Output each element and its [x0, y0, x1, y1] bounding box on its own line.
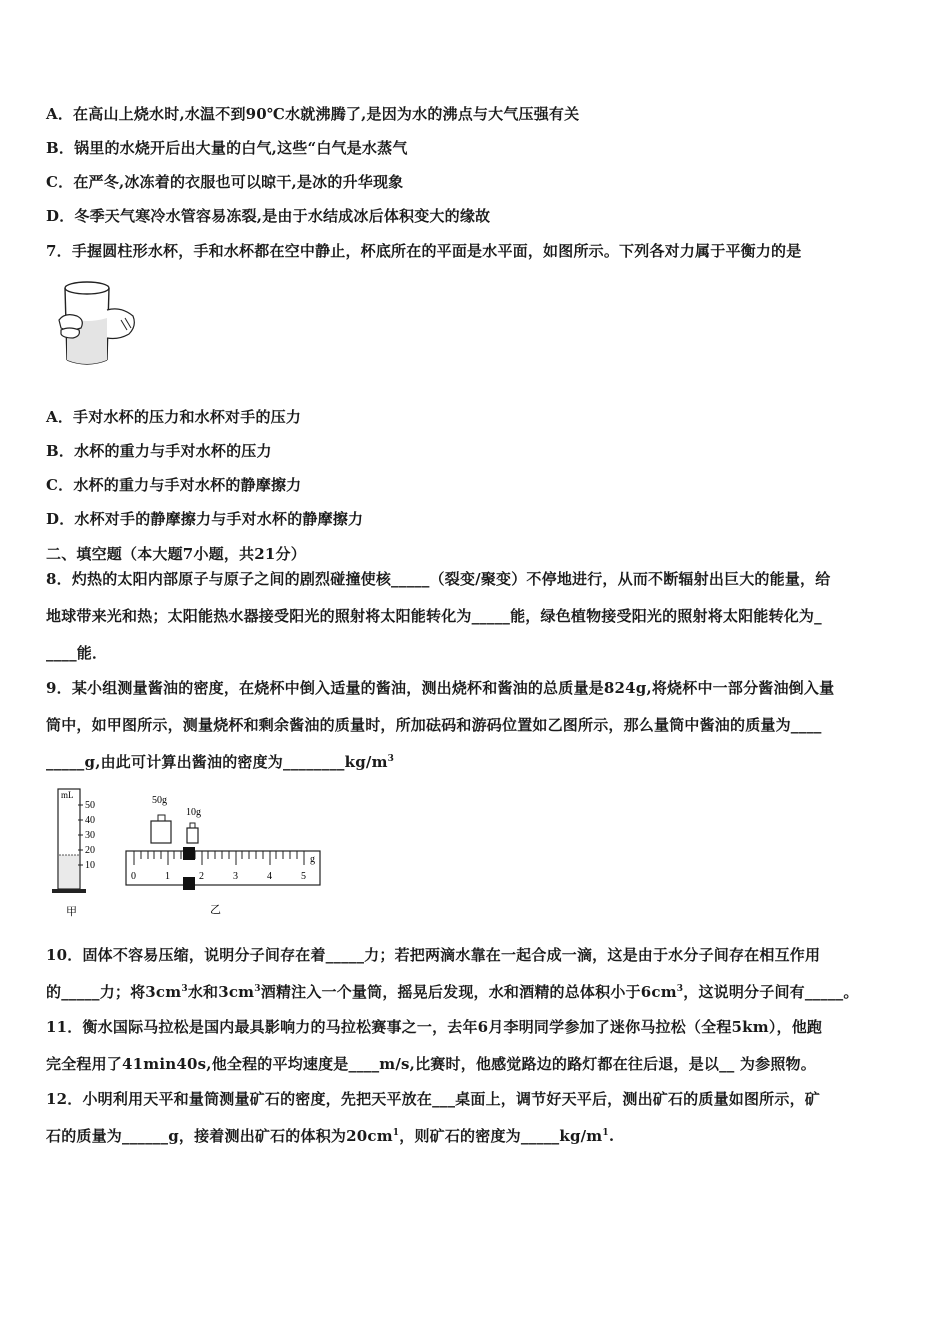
weight-50g-label: 50g — [152, 795, 167, 806]
rider-bottom — [183, 877, 195, 890]
q7-option-b: B．水杯的重力与手对水杯的压力 — [46, 442, 272, 460]
cylinder-mark-30: 30 — [85, 830, 95, 841]
q12-line1: 12．小明利用天平和量筒测量矿石的密度，先把天平放在___桌面上，调节好天平后，测出矿石的质量如图所示，矿 — [46, 1090, 820, 1108]
graduated-cylinder — [52, 789, 95, 918]
q7-option-a: A．手对水杯的压力和水杯对手的压力 — [46, 408, 302, 426]
q11-line1: 11．衡水国际马拉松是国内最具影响力的马拉松赛事之一，去年6月李明同学参加了迷你马拉松（全程5km），他跑 — [46, 1018, 823, 1036]
q7-option-c: C．水杯的重力与手对水杯的静摩擦力 — [46, 476, 302, 494]
cylinder-mark-40: 40 — [85, 815, 95, 826]
q8-line1: 8．灼热的太阳内部原子与原子之间的剧烈碰撞使核_____（裂变/聚变）不停地进行，从而不断辐射出巨大的能量，给 — [46, 570, 831, 588]
scale-num-0: 0 — [131, 871, 136, 882]
section-heading: 二、填空题（本大题7小题，共21分） — [46, 545, 306, 563]
weights — [151, 795, 201, 843]
rider-scale — [126, 847, 320, 916]
label-jia: 甲 — [66, 906, 77, 918]
q7-stem: 7．手握圆柱形水杯，手和水杯都在空中静止，杯底所在的平面是水平面，如图所示。下列各对力属于平衡力的是 — [46, 242, 802, 260]
rider-top — [183, 847, 195, 860]
q6-option-a: A．在高山上烧水时,水温不到90℃水就沸腾了,是因为水的沸点与大气压强有关 — [46, 105, 580, 123]
q6-option-b: B．锅里的水烧开后出大量的白气,这些“白气是水蒸气 — [46, 139, 408, 157]
label-yi: 乙 — [210, 904, 221, 916]
scale-num-3: 3 — [233, 871, 238, 882]
scale-num-2: 2 — [199, 871, 204, 882]
q11-line2: 完全程用了41min40s,他全程的平均速度是____m/s,比赛时，他感觉路边的路灯都在往后退，是以__ 为参照物。 — [46, 1055, 816, 1073]
weight-10g-label: 10g — [186, 807, 201, 818]
q8-line2: 地球带来光和热；太阳能热水器接受阳光的照射将太阳能转化为_____能，绿色植物接受阳光的照射将太阳能转化为_ — [46, 607, 822, 625]
q8-line3: ____能． — [46, 644, 108, 662]
cylinder-mark-50: 50 — [85, 800, 95, 811]
cylinder-mark-10: 10 — [85, 860, 95, 871]
cylinder-unit: mL — [61, 790, 74, 800]
scale-num-1: 1 — [165, 871, 170, 882]
q7-option-d: D．水杯对手的静摩擦力与手对水杯的静摩擦力 — [46, 510, 364, 528]
q9-line2: 筒中，如甲图所示，测量烧杯和剩余酱油的质量时，所加砝码和游码位置如乙图所示，那么量筒中酱油的质量为____ — [46, 716, 822, 734]
q6-option-c: C．在严冬,冰冻着的衣服也可以晾干,是冰的升华现象 — [46, 173, 404, 191]
q9-figure — [48, 785, 328, 920]
cup-in-hand-figure — [55, 280, 145, 372]
q6-option-d: D．冬季天气寒冷水管容易冻裂,是由于水结成冰后体积变大的缘故 — [46, 207, 491, 225]
q10-line1: 10．固体不容易压缩，说明分子间存在着_____力；若把两滴水靠在一起合成一滴，这是由于水分子间存在相互作用 — [46, 946, 821, 964]
q10-line2: 的_____力；将$3cm^3$水和$3cm^3$酒精注入一个量筒，摇晃后发现，水和酒精的总体积小于$6cm^3$，这说明分子间有_____。 — [46, 983, 859, 1001]
q9-line3: _____g,由此可计算出酱油的密度为$\_\_\_\_\_\_\_\_kg/m^3$ — [46, 753, 395, 771]
cylinder-mark-20: 20 — [85, 845, 95, 856]
q9-line1: 9．某小组测量酱油的密度，在烧杯中倒入适量的酱油，测出烧杯和酱油的总质量是824g,将烧杯中一部分酱油倒入量 — [46, 679, 835, 697]
scale-num-5: 5 — [301, 871, 306, 882]
scale-unit: g — [310, 854, 315, 865]
scale-num-4: 4 — [267, 871, 272, 882]
q12-line2: 石的质量为______g，接着测出矿石的体积为$20cm^1$，则矿石的密度为$\_\_\_\_\_kg/m^1$. — [46, 1127, 615, 1145]
